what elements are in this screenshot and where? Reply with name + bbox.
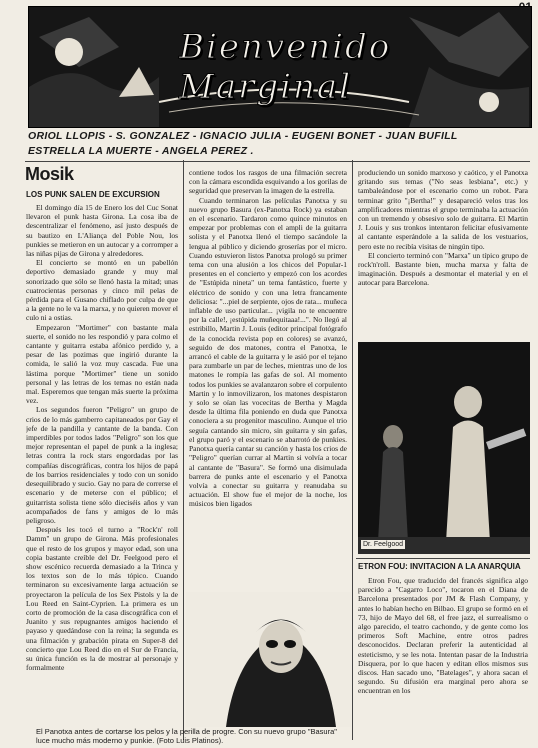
paragraph: El concierto terminó con "Marxa" un típico grupo de rock'n'roll. Bastante bien, mucha marxa y falta de imaginación. Después a desmontar el material y en el autocar para Barcelona.: [358, 250, 528, 288]
article-headline: LOS PUNK SALEN DE EXCURSION: [26, 190, 160, 199]
header-banner: [28, 6, 532, 128]
paragraph: El domingo día 15 de Enero los del Cuc Sonat llevaron el punk hasta Girona. La cosa iba de descentralizar el fenómeno, así justo después de su bautizo en L'Aliança del Poble Nou, los punkies se metieron en un autocar y a corromper a las niñas pijas de Girona y alrededores.: [26, 203, 178, 259]
photo-panotxa: [186, 592, 351, 727]
banner-title: Bienvenido Marginal: [179, 27, 392, 107]
article-divider: [356, 558, 530, 559]
article-column-2: [189, 168, 347, 588]
article-headline: ETRON FOU: INVITACION A LA ANARQUIA: [358, 562, 521, 571]
paragraph: Empezaron "Mortimer" con bastante mala suerte, el sonido no les respondió y para colmo el cantante y guitarra estaba afónico perdido y, a pesar de las pozimas que ingirió durante la comida, le salió la voz muy cascada. Fue una lástima porque "Mortimer" tiene un sonido personal y las letras de los temas no están nada mal. Esperemos que tengan más suerte la próxima vez.: [26, 322, 178, 406]
photo-caption-panotxa: El Panotxa antes de cortarse los pelos y la perilla de progre. Con su nuevo grupo "Basura" luce mucho más moderno y punkie. (Foto Luis Platinos).: [36, 727, 337, 745]
credits-line-2: ESTRELLA LA MUERTE - ANGELA PEREZ .: [28, 145, 254, 157]
paragraph: Etron Fou, que traducido del francés significa algo parecido a "Cagarro Loco", tocaron en el Diana de Barcelona presentados por JM & Flash Company, y antes lo habían hecho en Bilbao. El grupo se formó en el 73, hijo de Mayo del 68, el free jazz, el surrealismo o algo parecido, el teatro cachondo, y de gente como los primeros Soft Machine, entre otros padres desconocidos. Declaran preferir la autenticidad al esteticismo, y se les nota. Intentan pasar de la Industria Disquera, por lo que hacen y editan ellos mismos sus discos. Han sacado uno, "Batelages", y ahora sacan el segundo. Su difusión era marginal pero ahora se encuentran en los: [358, 576, 528, 696]
section-title: Mosik: [25, 164, 74, 184]
paragraph: El concierto se montó en un pabellón deportivo demasiado grande y muy mal sonorizado que sólo se llenó hasta la mitad; unas cuatrocientas personas y cinco mil pelas de pérdida para el Gusano chiflado por culpa de que a la gente no le va la marxa, y no quieren mover el culo ni a ostias.: [26, 258, 178, 323]
paragraph: contiene todos los rasgos de una filmación secreta con la cámara escondida esquivando a los gorilas de seguridad que preservan la imagen de la estrella.: [189, 168, 347, 196]
credits-line-1: ORIOL LLOPIS - S. GONZALEZ - IGNACIO JULIA - EUGENI BONET - JUAN BUFILL: [28, 130, 458, 142]
column-divider-2: [352, 160, 353, 740]
paragraph: produciendo un sonido marxoso y caótico, y el Panotxa gritando sus temas ("No seas lesbiana", etc.) y tambaleándose por el escenario como un robot. Para terminar grito "¡Bertha!" y desapareció velos tras los amplificadores mientras el grupo terminaba la actuación con un tremendo y obsesivo solo de guitarra. El Martin J. Louis y sus tronkos intentaron felicitar efusivamente al cantante esperándole a la salida de los vestuarios, pero este no recibía visitas de ningún tipo.: [358, 168, 528, 251]
credits-rule: [25, 161, 530, 162]
credits: [28, 129, 533, 159]
paragraph: Los segundos fueron "Peligro" un grupo de crios de lo más gamberro capitaneados por Gay el jefe de la pandilla y cantante de la banda. Con imperdibles por todos lados "Peligro" son los que mejor representan el papel de punk a la inglesa; letras contra la rock stars engordadas por las compañías discográficas, contra los hijos de papá de los barrios residenciales y todo con un sonido desequilibrado y sucio. Gay no para de correrse el escenario y de meterse con el público; el guitarrista solista tiene sólo dieciséis años y van acompañados de fans y amigos de lo más peligroso.: [26, 405, 178, 525]
article-etron-fou: [358, 562, 528, 744]
paragraph: Después les tocó el turno a "Rock'n' roll Damm" un grupo de Girona. Más profesionales que el resto de los grupos y mayor edad, son una copia bastante creíble del Dr. Feelgood pero el show escénico recuerda demasiado a la Trinca y los textos son de lo más tópico. Cuando terminaron su excesivamente larga actuación se proyectaron la película de los Sex Pistols y la de Lou Reed en Saint-Cyprien. La primera es un corto de promoción de la casa discográfica con el Juanito y sus repugnantes amigos haciendo el payaso y quedándose con la reina; la segunda es una filmación y grabación pirata en Super-8 del concierto que Lou Reed dio en el Sur de Francia, su única función es la de mostrar al personaje y formalmente: [26, 525, 178, 673]
column-divider-1: [183, 160, 184, 740]
photo-dr-feelgood: [358, 342, 530, 554]
article-column-1: [26, 190, 178, 738]
photo-label: Dr. Feelgood: [363, 541, 404, 548]
paragraph: Cuando terminaron las películas Panotxa y su nuevo grupo Basura (ex-Panotxa Rock) ya estaban en el escenario. Tardaron como quince minutos en empezar por problemas con el ampli de la guitarra solista y el Panotxa llenó el tiempo sacándole la lengua al público y diciendo groserías por el micro. Cuando estuvieron listos Panotxa prologó su primer tema con una alusión a los chicos del Popular-1 presentes en el concierto y empezó con los acordes de "Estúpida nineta" un tema fantástico, fuerte y eléctrico de sonido y con una letra francamente deliciosa: "...piel de serpiente, ojos de rata... muñeca inflable de uso particular... ¡vigila no te encuentre por la calle!, ¡estúpida muñequitaaa!...". No llegó al estribillo, Martin J. Louis (editor principal fotógrafo de la conocida revista pop en colores) se avanzó, seguido de dos matones, contra el Panotxa, le arrancó el cable de la guitarra y le asió por el tejano para zumbarle un par de leches, mientras uno de los matones le rompía las gafas de sol. Al momento todos los punkies se avalanzaron sobre el corpulento Martin y lo inmovilizaron, los matones despistaron y solo se oían las vocecitas de Bertha y Magda desde la última fila poniendo en duda que Panotxa conociera a su progenitor masculino. Aunque el trio seguía cantando sin micro, sin guitarra y sin gafas, el grupo paró y el escenario se abarrotó de punkies. Panotxa quería cantar su canción y hasta los crios de "Peligro" querían currar al Martin si volvía a tocar al cantante de "Basura". Se formó una disimulada barrera de punks ante el escenario y el Panotxa volvía a conectar su guitarra y reanudaba su actuación. El show fue el mejor de la noche, los músicos bien ligados: [189, 195, 347, 509]
section-header: [25, 164, 74, 185]
article-column-3: [358, 168, 528, 338]
